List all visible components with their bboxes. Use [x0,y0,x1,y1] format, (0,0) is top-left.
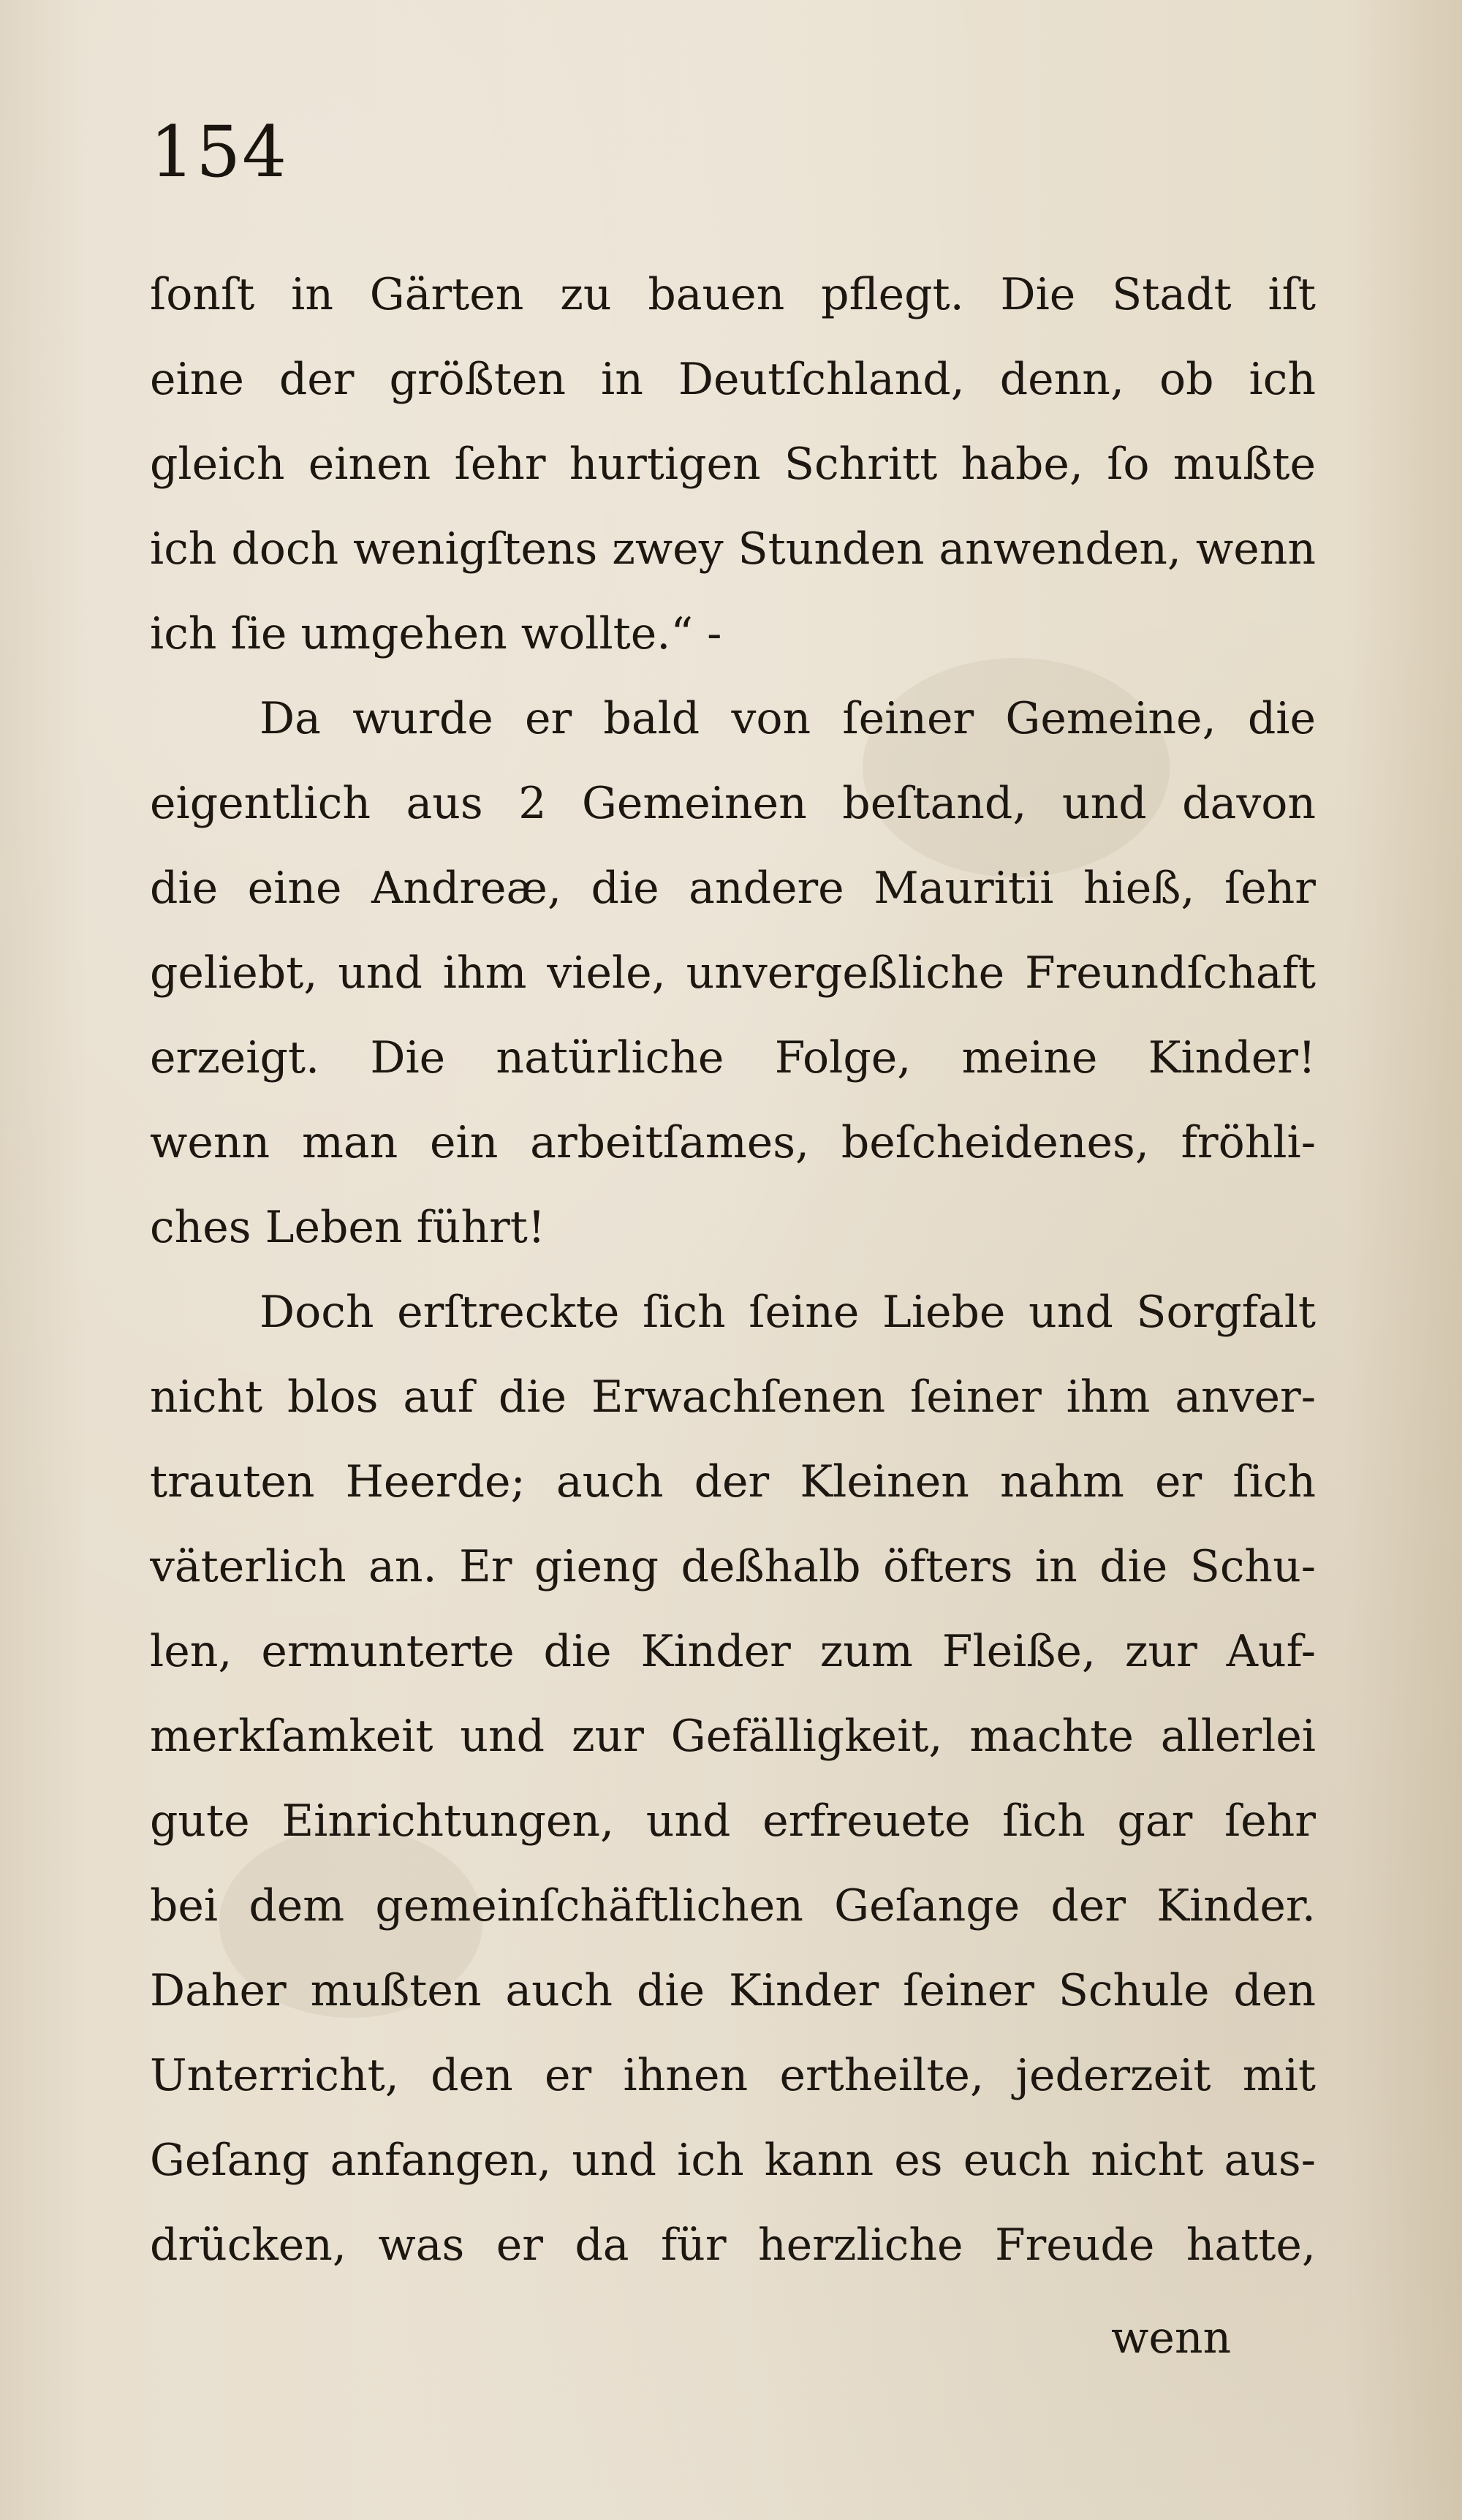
text-line: väterlich an. Er gieng deßhalb öfters in die Schu- [150,1541,1316,1592]
text-line: eigentlich aus 2 Gemeinen beſtand, und davon [150,778,1316,829]
catchword: wenn [1111,2312,1232,2364]
text-line: bei dem gemeinſchäftlichen Geſange der Kinder. [150,1880,1316,1931]
text-line: Doch erſtreckte ſich ſeine Liebe und Sorgfalt [260,1287,1316,1338]
text-line: gute Einrichtungen, und erfreuete ſich gar ſehr [150,1796,1316,1847]
text-line: ſonſt in Gärten zu bauen pflegt. Die Stadt iſt [150,269,1316,320]
text-line: die eine Andreæ, die andere Mauritii hieß, ſehr [150,863,1316,914]
text-line: Daher mußten auch die Kinder ſeiner Schule den [150,1965,1316,2016]
text-line: ich doch wenigſtens zwey Stunden anwenden, wenn [150,523,1316,575]
text-line: ich ſie umgehen wollte.“ - [150,608,722,659]
text-line: merkſamkeit und zur Gefälligkeit, machte allerlei [150,1711,1316,1762]
text-line: len, ermunterte die Kinder zum Fleiße, zur Auf- [150,1626,1316,1677]
text-line: erzeigt. Die natürliche Folge, meine Kinder! [150,1032,1316,1083]
text-line: trauten Heerde; auch der Kleinen nahm er ſich [150,1456,1316,1507]
text-line: eine der größten in Deutſchland, denn, ob ich [150,354,1316,405]
text-line: geliebt, und ihm viele, unvergeßliche Freundſchaft [150,947,1316,999]
text-line: Da wurde er bald von ſeiner Gemeine, die [260,693,1316,744]
body-text [150,252,1316,2288]
text-line: gleich einen ſehr hurtigen Schritt habe, ſo mußte [150,439,1316,490]
text-line: wenn man ein arbeitſames, beſcheidenes, fröhli- [150,1117,1316,1168]
page-number: 154 [150,111,289,193]
text-line: ches Leben führt! [150,1202,545,1253]
text-line: Unterricht, den er ihnen ertheilte, jederzeit mit [150,2050,1316,2101]
text-line: Geſang anfangen, und ich kann es euch nicht aus- [150,2135,1316,2186]
text-line: nicht blos auf die Erwachſenen ſeiner ihm anver- [150,1371,1316,1423]
text-line: drücken, was er da für herzliche Freude hatte, [150,2220,1316,2271]
